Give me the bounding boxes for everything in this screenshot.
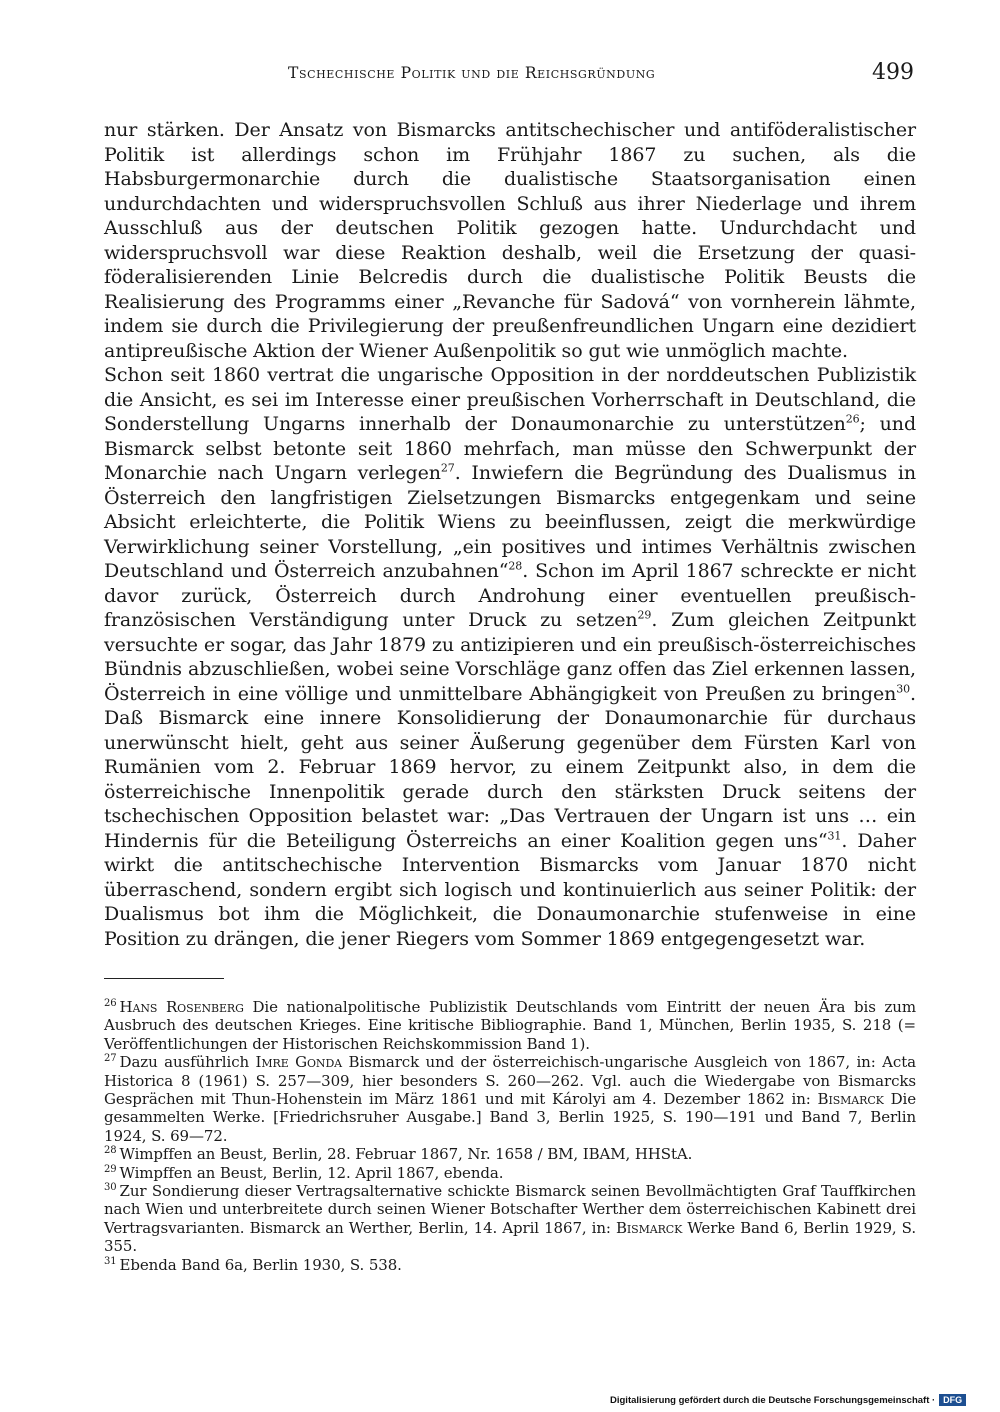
- footnote-number: 26: [104, 998, 117, 1009]
- dfg-logo: DFG: [939, 1394, 966, 1406]
- footnote-author: Hans Rosenberg: [119, 998, 244, 1016]
- footnote-29: [104, 1164, 916, 1182]
- running-title: Tschechische Politik und die Reichsgründung: [288, 64, 656, 82]
- footnote-text: Werke Band 6, Berlin 1929, S. 355.: [104, 1218, 916, 1256]
- digitization-credit: [610, 1393, 966, 1407]
- footnote-author: Bismarck: [615, 1218, 683, 1237]
- footnote-author: Bismarck: [817, 1090, 884, 1109]
- footnote-text: Die nationalpolitische Publizistik Deutschlands vom Eintritt der neuen Ära bis zum Ausbruch des deutschen Krieges. Eine kritische Bibliographie. Band 1, München, Berlin 1935, S. 218 (= Veröffentlichungen der Historischen Reichskommission Band 1).: [104, 998, 916, 1053]
- footnote-ref-30[interactable]: 30: [896, 682, 911, 696]
- footnote-ref-27[interactable]: 27: [440, 461, 455, 475]
- footnote-text: Zur Sondierung dieser Vertragsalternative schickte Bismarck seinen Bevollmächtigten Graf Tauffkirchen nach Wien und unterbreitete durch seinen Wiener Botschafter Werther dem österreichischen Kabinett drei Vertragsvarianten. Bismarck an Werther, Berlin, 14. April 1867, in:: [104, 1182, 916, 1237]
- running-header: [0, 60, 1000, 94]
- footnote-ref-26[interactable]: 26: [845, 412, 860, 426]
- footnote-number: 30: [104, 1182, 117, 1194]
- footnote-text: Wimpffen an Beust, Berlin, 12. April 1867, ebenda.: [119, 1163, 504, 1182]
- footnote-number: 27: [104, 1053, 117, 1065]
- footnote-27: [104, 1053, 916, 1145]
- footnote-number: 28: [104, 1145, 117, 1157]
- footnote-text: Dazu ausführlich: [119, 1053, 256, 1072]
- footnote-30: [104, 1182, 916, 1256]
- footnote-26: [104, 998, 916, 1053]
- main-text: [104, 118, 916, 951]
- paragraph-2-part: . Daß Bismarck eine innere Konsolidierung der Donaumonarchie für durchaus unerwünscht hielt, geht aus seiner Äußerung gegenüber dem Fürsten Karl von Rumänien vom 2. Februar 1869 hervor, zu einem Zeitpunkt also, in dem die österreichische Innenpolitik gerade durch den stärksten Druck seitens der tschechischen Opposition belastet war: „Das Vertrauen der Ungarn ist uns … ein Hindernis für die Beteiligung Österreichs an einer Koalition gegen uns“: [104, 682, 916, 852]
- paragraph-2-part: . Zum gleichen Zeitpunkt versuchte er sogar, das Jahr 1879 zu antizipieren und ein preußisch-österreichisches Bündnis abzuschließen, wobei seine Vorschläge ganz offen das Ziel erkennen lassen, Österreich in eine völlige und unmittelbare Abhängigkeit von Preußen zu bringen: [104, 609, 917, 705]
- credit-text: Digitalisierung gefördert durch die Deutsche Forschungsgemeinschaft ·: [610, 1394, 936, 1406]
- footnote-number: 29: [104, 1163, 117, 1175]
- footnote-ref-29[interactable]: 29: [637, 608, 652, 622]
- footnote-text: Die gesammelten Werke. [Friedrichsruher Ausgabe.] Band 3, Berlin 1925, S. 190—191 und Band 7, Berlin 1924, S. 69—72.: [104, 1090, 916, 1145]
- footnote-text: Bismarck und der österreichisch-ungarische Ausgleich von 1867, in: Acta Historica 8 (1961) S. 257—309, hier besonders S. 260—262. Vgl. auch die Wiedergabe von Bismarcks Gesprächen mit Thun-Hohenstein im März 1861 und mit Károlyi am 4. Dezember 1862 in:: [104, 1053, 916, 1109]
- footnote-number: 31: [104, 1255, 117, 1267]
- footnote-text: Wimpffen an Beust, Berlin, 28. Februar 1867, Nr. 1658 / BM, IBAM, HHStA.: [119, 1145, 693, 1164]
- footnote-author: Imre Gonda: [255, 1053, 343, 1072]
- paragraph-2: [104, 363, 916, 951]
- footnote-separator: [104, 978, 224, 979]
- footnotes: [104, 998, 916, 1274]
- footnote-28: [104, 1145, 916, 1163]
- footnote-ref-31[interactable]: 31: [827, 829, 842, 843]
- footnote-31: [104, 1256, 916, 1274]
- paragraph-2-part: Schon seit 1860 vertrat die ungarische Opposition in der norddeutschen Publizistik die Ansicht, es sei im Interesse einer preußischen Vorherrschaft in Deutschland, die Sonderstellung Ungarns innerhalb der Donaumonarchie zu unterstützen: [104, 364, 916, 435]
- paragraph-1: nur stärken. Der Ansatz von Bismarcks antitschechischer und antiföderalistischer Politik ist allerdings schon im Frühjahr 1867 zu suchen, als die Habsburgermonarchie durch die dualistische Staatsorganisation einen undurchdachten und widerspruchsvollen Schluß aus ihrer Niederlage und ihrem Ausschluß aus der deutschen Politik gezogen hatte. Undurchdacht und widerspruchsvoll war diese Reaktion deshalb, weil die Ersetzung der quasi-föderalisierenden Linie Belcredis durch die dualistische Politik Beusts die Realisierung des Programms einer „Revanche für Sadová“ von vornherein lähmte, indem sie durch die Privilegierung der preußenfreundlichen Ungarn eine dezidiert antipreußische Aktion der Wiener Außenpolitik so gut wie unmöglich machte.: [104, 119, 916, 362]
- paragraph-2-part: . Daher wirkt die antitschechische Intervention Bismarcks vom Januar 1870 nicht überraschend, sondern ergibt sich logisch und kontinuierlich aus seiner Politik: der Dualismus bot ihm die Möglichkeit, die Donaumonarchie stufenweise in eine Position zu drängen, die jener Riegers vom Sommer 1869 entgegengesetzt war.: [104, 829, 916, 950]
- footnote-text: Ebenda Band 6a, Berlin 1930, S. 538.: [119, 1255, 402, 1274]
- paragraph-2-part: ; und Bismarck selbst betonte seit 1860 mehrfach, man müsse den Schwerpunkt der Monarchie nach Ungarn verlegen: [104, 413, 917, 484]
- page-number: 499: [872, 60, 914, 85]
- paragraph-2-part: . Inwiefern die Begründung des Dualismus in Österreich den langfristigen Zielsetzungen Bismarcks entgegenkam und seine Absicht erleichterte, die Politik Wiens zu beeinflussen, zeigt die merkwürdige Verwirklichung seiner Vorstellung, „ein positives und intimes Verhältnis zwischen Deutschland und Österreich anzubahnen“: [104, 462, 916, 582]
- footnote-ref-28[interactable]: 28: [508, 559, 523, 573]
- paragraph-2-part: . Schon im April 1867 schreckte er nicht davor zurück, Österreich durch Androhung einer eventuellen preußisch-französischen Verständigung unter Druck zu setzen: [104, 560, 916, 631]
